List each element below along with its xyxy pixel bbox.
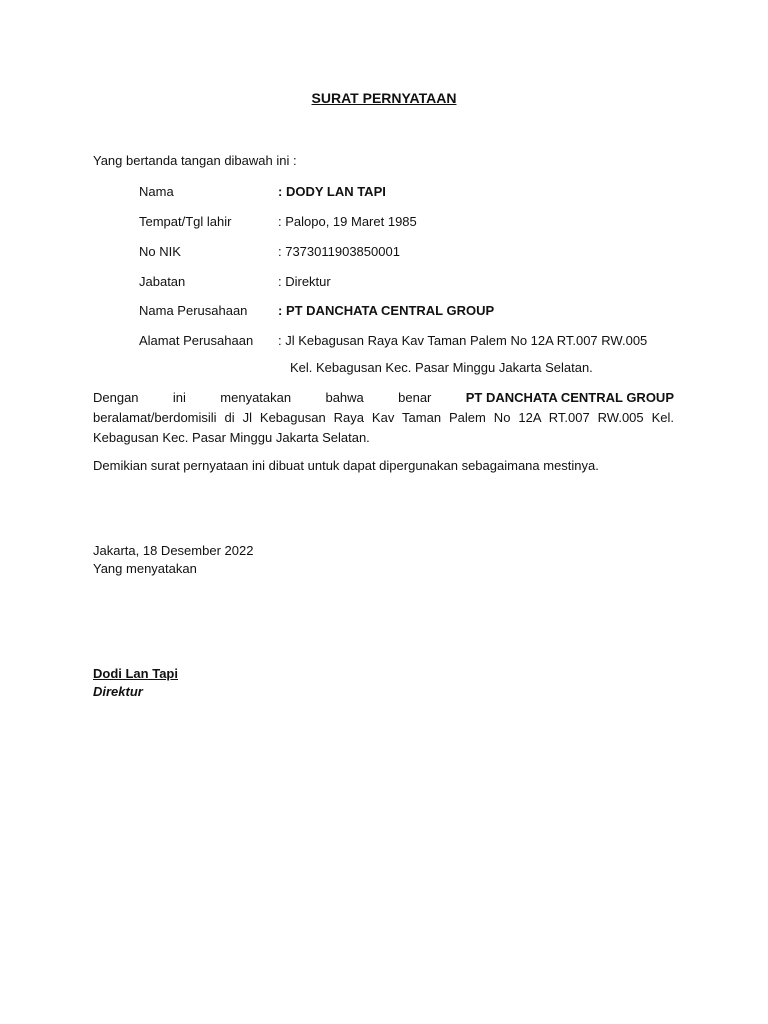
signatory-intro: Yang menyatakan	[93, 561, 197, 576]
statement-rest: beralamat/berdomisili di Jl Kebagusan Raya Kav Taman Palem No 12A RT.007 RW.005 Kel. Kebagusan Kec. Pasar Minggu Jakarta Selatan.	[93, 410, 674, 445]
place-date: Jakarta, 18 Desember 2022	[93, 543, 254, 558]
field-label-nama: Nama	[139, 184, 174, 199]
field-label-alamat: Alamat Perusahaan	[139, 333, 254, 348]
field-value-alamat: : Jl Kebagusan Raya Kav Taman Palem No 12A RT.007 RW.005	[278, 333, 648, 348]
closing-paragraph: Demikian surat pernyataan ini dibuat untuk dapat dipergunakan sebagaimana mestinya.	[93, 458, 599, 473]
field-value-nik: : 7373011903850001	[278, 244, 400, 259]
statement-word: benar	[398, 390, 432, 405]
statement-word: Dengan	[93, 390, 139, 405]
field-label-perusahaan: Nama Perusahaan	[139, 303, 248, 318]
statement-first-line	[93, 388, 674, 408]
statement-word: menyatakan	[220, 390, 292, 405]
signatory-name: Dodi Lan Tapi	[93, 666, 178, 681]
document-title	[0, 90, 768, 106]
document-title-text: SURAT PERNYATAAN	[311, 90, 457, 106]
field-label-nik: No NIK	[139, 244, 181, 259]
field-value-ttl: : Palopo, 19 Maret 1985	[278, 214, 417, 229]
field-value-jabatan: : Direktur	[278, 274, 331, 289]
field-label-jabatan: Jabatan	[139, 274, 186, 289]
address-continuation: Kel. Kebagusan Kec. Pasar Minggu Jakarta Selatan.	[290, 360, 593, 375]
field-value-nama: : DODY LAN TAPI	[278, 184, 386, 199]
statement-word: ini	[172, 390, 186, 405]
intro-text: Yang bertanda tangan dibawah ini :	[93, 153, 297, 168]
field-value-perusahaan: : PT DANCHATA CENTRAL GROUP	[278, 303, 495, 318]
statement-company-name: PT DANCHATA CENTRAL GROUP	[465, 390, 674, 405]
field-label-ttl: Tempat/Tgl lahir	[139, 214, 232, 229]
statement-paragraph	[93, 388, 674, 448]
statement-word: bahwa	[325, 390, 364, 405]
signatory-title: Direktur	[93, 684, 143, 699]
